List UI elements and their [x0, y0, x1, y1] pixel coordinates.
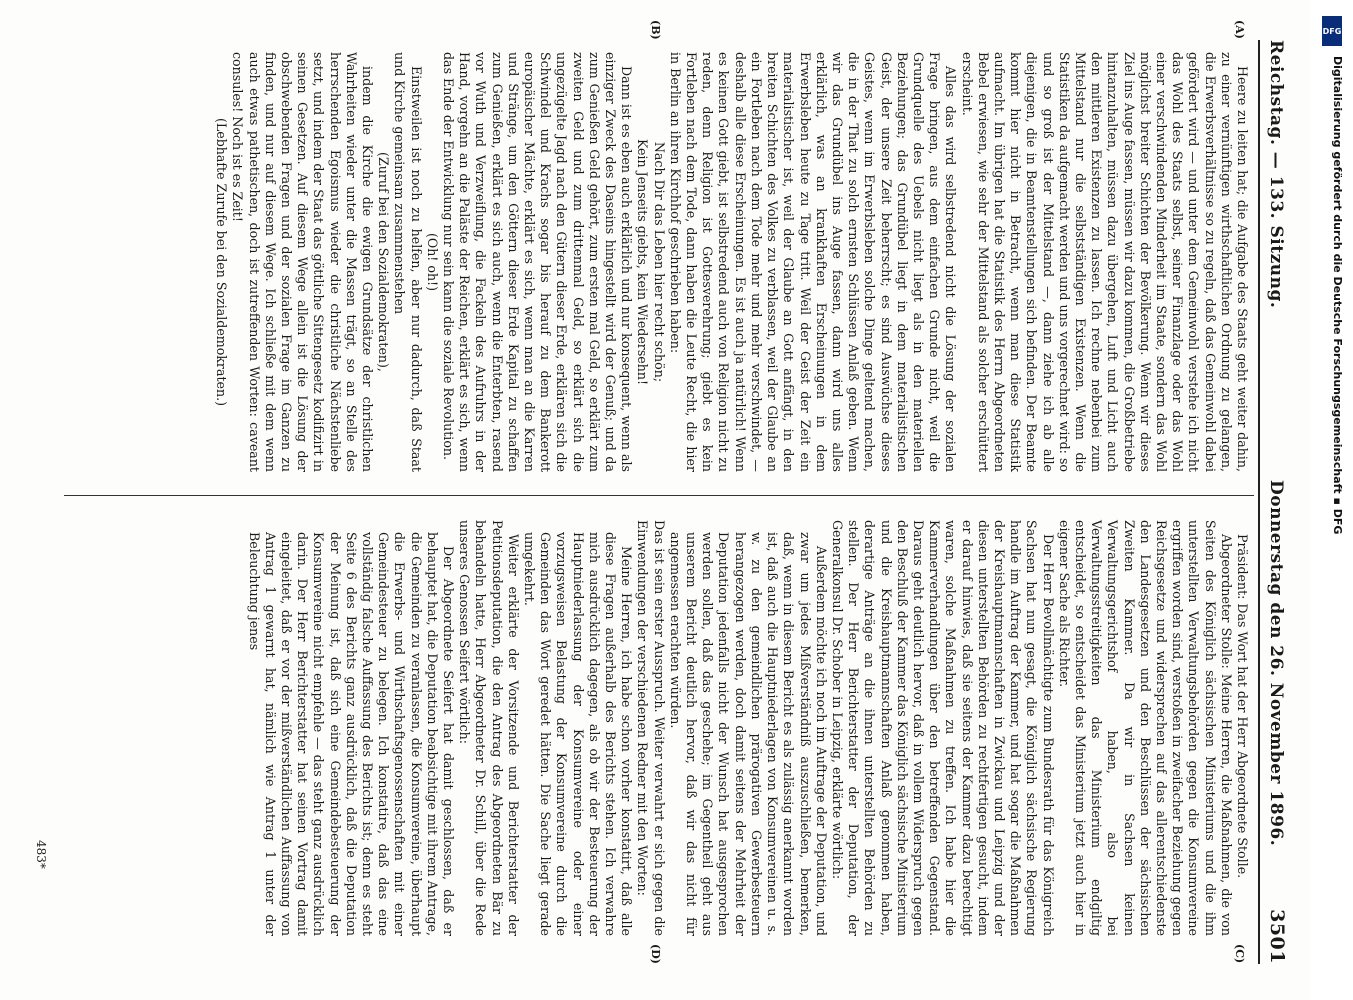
header-date: Donnerstag den 26. November 1896.	[1266, 480, 1286, 847]
column-divider	[64, 495, 1254, 496]
page-number: 3501	[1266, 909, 1288, 964]
interjection: (Lebhafte Zurufe bei den Sozialdemokraten.)	[214, 117, 230, 407]
margin-marker-b: (B)	[649, 20, 662, 40]
quoted-paragraph: Meine Herren, ich habe schon vorher konstatirt, daß alle diese Fragen außerhalb des Berichts stehen. Ich verwahre mich ausdrücklich dagegen, als ob wir der Besteuerung der Hauptniederlassung der Konsumvereine oder einer vorzugsweisen Belastung der Konsumvereine durch die Gemeinden das Wort geredet hätten. Die Sache liegt gerade umgekehrt.	[522, 532, 635, 936]
paragraph: Der Herr Bevollmächtigte zum Bundesrath für das Königreich Sachsen hat nun gesagt, die Königlich sächsische Regierung handle im Auftrag der Kammer, und hat sogar die Maßnahmen der Kreishauptmannschaften in Zwickau und Leipzig und der diesen unterstellten Behörden zu rechtfertigen gesucht, indem er darauf hinwies, daß sie seitens der Kammer dazu berechtigt waren, solche Maßnahmen zu treffen. Ich habe hier die Kammerverhandlungen über den betreffenden Gegenstand. Daraus geht deutlich hervor, daß in vollem Widerspruch gegen den Beschluß der Kammer das Königlich sächsische Ministerium und die Kreishauptmannschaften Anlaß genommen haben, derartige Anträge an die ihnen unterstellten Behörden zu stellen. Der Herr Berichterstatter der Deputation, der Generalkonsul Dr. Schober in Leipzig, erklärte wörtlich:	[829, 520, 1056, 936]
paragraph: Weiter erklärte der Vorsitzende und Berichterstatter der Petitionsdeputation, die den Antrag des Abgeordneten Bär zu behandeln hatte, Herr Abgeordneter Dr. Schill, über die Rede unseres Genossen Seifert wörtlich:	[457, 520, 521, 936]
digitization-sidebar	[1316, 8, 1350, 992]
paragraph: Heere zu leiten hat; die Aufgabe des Staats geht weiter dahin, zu einer vernünftigen wirthschaftlichen Ordnung zu gelangen, die Erwerbsverhältnisse so zu regeln, daß das Gemeinwohl dabei gefördert wird — und unter dem Gemeinwohl verstehe ich nicht das Wohl des Staats selbst, seiner Finanzlage oder das Wohl einer verschwindenden Minderheit im Staate, sondern das Wohl möglichst breiter Schichten der Bevölkerung. Wenn wir dieses Ziel ins Auge fassen, müssen wir dazu kommen, die Großbetriebe hintanzuhalten, müssen dazu übergehen, Luft und Licht auch den mittleren Existenzen zu lassen. Ich rechne nebenbei zum Mittelstand nur die selbstständigen Existenzen. Wenn die Statistiken da aufgemacht werden und uns vorgerechnet wird: so und so groß ist der Mittelstand —, dann ziehe ich ab alle diejenigen, die in Beamtenstellungen sich befinden. Der Beamte kommt hier nicht in Betracht, wenn man diese Statistik aufmacht. Im übrigen hat die Statistik des Herrn Abgeordneten Bebel erwiesen, wie sehr der Mittelstand als solcher erschüttert erscheint.	[959, 52, 1250, 472]
digitization-credit: Digitalisierung gefördert durch die Deutsche Forschungsgemeinschaft ▪ DFG	[1331, 56, 1344, 535]
dfg-logo-icon: DFG	[1322, 16, 1342, 46]
margin-marker-a: (A)	[1233, 20, 1246, 39]
paragraph: Dann ist es eben auch erklärlich und nur konsequent, wenn als einziger Zweck des Daseins hingestellt wird der Genuß; und da zum Genießen Geld gehört, zum ersten mal Geld, so erklärt zum zweiten Geld und zum drittenmal Geld, so erklärt sich die ungezügelte Jagd nach den Gütern dieser Erde, erklären sich die Schwindel und Krachs sogar bis herauf zu dem Bankerott europäischer Mächte, erklärt es sich, wenn man an die Karren und Stränge, um den Göttern dieser Erde Kapital zu schaffen zum Genießen, erklärt es sich auch, wenn die Enterbten, rasend vor Wuth und Verzweiflung, die Fackeln des Aufruhrs in der Hand, vorgehn an die Paläste der Reichen, erklärt es sich, wenn das Ende der Entwicklung nur sein kann die soziale Revolution.	[441, 52, 635, 472]
right-column	[245, 520, 1250, 936]
quoted-paragraph: Der Abgeordnete Seifert hat damit geschlossen, daß er behauptet hat, die Deputation beabsichtige mit ihrem Antrage, die Gemeinden zu veranlassen, die Konsumvereine, überhaupt die Erwerbs- und Wirthschaftsgenossenschaften mit einer Gemeindesteuer zu belegen. Ich konstatire, daß das eine vollständig falsche Auffassung des Berichts ist; denn es steht Seite 6 des Berichts ganz ausdrücklich, daß die Deputation der Meinung ist, daß sich eine Gemeindebesteuerung der Konsumvereine nicht empfehle — das steht ganz ausdrücklich darin. Der Herr Berichterstatter hat seinen Vortrag damit eingeleitet, daß er vor der mißverständlichen Auffassung von Antrag 1 gewarnt hat, nämlich wie Antrag 1 unter der Beleuchtung jenes	[246, 532, 457, 936]
left-column	[213, 52, 1250, 472]
interjection: (Oh! oh!)	[424, 232, 440, 292]
paragraph: Alles das wird selbstredend nicht die Lösung der sozialen Frage bringen, aus dem einfachen Grunde nicht, weil die Grundquelle des Uebels nicht liegt als in den materiellen Beziehungen; das Grundübel liegt in dem materialistischen Geist, der unsere Zeit beherrscht; es sind Auswüchse dieses Geistes, wenn im Erwerbsleben solche Dinge geltend machen, die in der That zu solch ernsten Schlüssen Anlaß geben. Wenn wir das Grundübel ins Auge fassen, dann wird uns alles erklärlich, was an krankhaften Erscheinungen in dem Erwerbsleben heute zu Tage tritt. Weil der Geist der Zeit ein materialistischer ist, weil der Glaube an Gott anfängt, in den breiten Schichten des Volkes zu verblassen, weil der Glaube an ein Fortleben nach dem Tode mehr und mehr verschwindet, — deshalb alle diese Erscheinungen. Es ist auch ja natürlich! Wenn es keinen Gott giebt, ist selbstredend auch von Religion nicht zu reden, denn Religion ist Gottesverehrung; giebt es kein Fortleben nach dem Tode, dann haben die Leute Recht, die hier in Berlin an ihren Kirchhof geschrieben haben:	[667, 52, 959, 472]
margin-marker-c: (C)	[1233, 944, 1246, 964]
quote-line: Kein Jenseits giebts, kein Wiedersehn!	[635, 138, 651, 386]
paragraph: Einstweilen ist noch zu helfen, aber nur dadurch, daß Staat und Kirche gemeinsam zusammenstehen	[392, 52, 424, 472]
margin-marker-d: (D)	[649, 944, 662, 964]
paragraph: Abgeordneter Stolle: Meine Herren, die Maßnahmen, die von Seiten des Königlich sächsischen Ministeriums und die ihm unterstellten Verwaltungsbehörden gegen die Konsumvereine ergriffen worden sind, verstoßen in zweifacher Beziehung gegen Reichsgesetze und widersprechen auf das allerentschiedenste den Landesgesetzen und den Beschlüssen der sächsischen Zweiten Kammer. Da wir in Sachsen keinen Verwaltungsgerichtshof haben, also bei Verwaltungsstreitigkeiten das Ministerium endgiltig entscheidet, so entscheidet das Ministerium jetzt auch hier in eigener Sache als Richter.	[1056, 520, 1234, 936]
interjection: (Zuruf bei den Sozialdemokraten),	[376, 152, 392, 372]
paragraph: Das ist sein erster Ausspruch. Weiter verwahrt er sich gegen die Einwendungen der verschiedenen Redner mit den Worten:	[635, 520, 667, 936]
sheet-number: 483*	[34, 840, 48, 869]
quote-line: Nach Dir das Leben hier recht schön;	[651, 141, 667, 383]
page-header	[1258, 40, 1294, 964]
paragraph: Präsident: Das Wort hat der Herr Abgeordnete Stolle.	[1235, 534, 1250, 879]
paragraph: indem die Kirche die ewigen Grundsätze der christlichen Wahrheiten wieder unter die Massen trägt, so an Stelle des herrschenden Egoismus wieder die christliche Nächstenliebe setzt, und indem der Staat das göttliche Sittengesetz kodifizirt in seinen Gesetzen. Auf diesem Wege allein ist die Lösung der obschwebenden Fragen und der sozialen Frage im Ganzen zu finden, und nur auf diesem Wege. Ich schließe mit dem wenn auch etwas pathetischen, doch ist zutreffenden Worten: caveant consules! Noch ist es Zeit!	[230, 52, 376, 472]
quoted-paragraph: Außerdem möchte ich noch im Auftrage der Deputation, und zwar um jedes Mißverständniß auszuschließen, bemerken, daß, wenn in diesem Bericht es als zulässig anerkannt worden ist, daß auch die Hauptniederlagen von Konsumvereinen u. s. w. zu den gemeindlichen prärogativen Gewerbesteuern herangezogen werden, doch damit seitens der Mehrheit der Deputation jedenfalls nicht der Wunsch hat ausgesprochen werden sollen, daß das geschehe; im Gegentheil geht aus unserem Bericht deutlich hervor, daß wir das nicht für angemessen erachten würden.	[667, 532, 829, 936]
header-session: Reichstag. — 133. Sitzung.	[1266, 40, 1286, 309]
